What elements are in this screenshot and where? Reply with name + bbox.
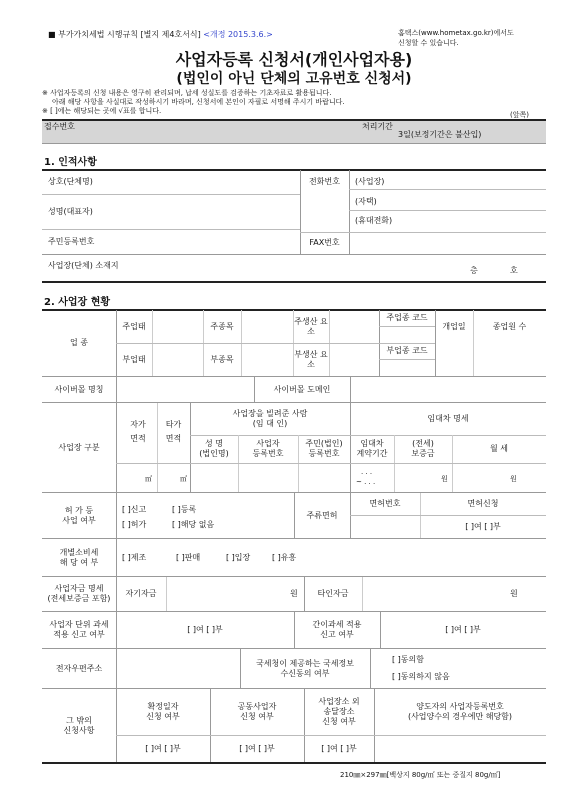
joint-business-line2: 신청 여부 [240, 712, 274, 721]
fixed-date-line1: 확정일자 [147, 702, 179, 711]
hometax-note-1: 홈택스(www.hometax.go.kr)에서도 [398, 29, 514, 37]
monthly-rent-won: 원 [510, 475, 517, 483]
monthly-rent-header: 월 세 [490, 444, 508, 453]
lender-bizno-line2: 등록번호 [252, 449, 284, 458]
lease-period-header [350, 436, 394, 462]
mail-address-yn[interactable]: [ ]여 [ ]부 [321, 744, 357, 753]
funds-label-line1: 사업자금 명세 [54, 584, 104, 593]
other-requests-line2: 신청사항 [63, 725, 95, 735]
nts-info-label [240, 649, 370, 688]
phone-business: (사업장) [355, 177, 385, 186]
lease-period-line2: 계약기간 [356, 449, 388, 458]
permit-label-line1: 허 가 등 [64, 505, 94, 515]
main-product-label: 주생산 요소 [294, 316, 328, 336]
form-reference [48, 30, 273, 40]
transferor-line2: (사업양수의 경우에만 해당함) [407, 712, 513, 721]
lender-line2: (임 대 인) [252, 419, 288, 428]
own-funds-won: 원 [290, 589, 298, 598]
sub-type-label: 부업태 [122, 354, 146, 364]
unit-tax-label [42, 612, 116, 648]
own-area-line1: 자가 [130, 420, 146, 429]
own-area-line2: 면적 [130, 434, 146, 443]
mail-address-line1: 사업장소 외 [318, 697, 360, 706]
unit-tax-yn[interactable]: [ ]여 [ ]부 [187, 625, 223, 634]
main-type-label: 주업태 [122, 321, 146, 331]
sub-item-label: 부종목 [210, 354, 234, 364]
section1-title: 1. 인적사항 [44, 157, 97, 168]
notice-3: ※ [ ]에는 해당되는 곳에 √표를 합니다. [42, 107, 162, 115]
lender-resno-header [298, 436, 350, 462]
address-label: 사업장(단체) 소재지 [48, 261, 119, 270]
resident-no-label: 주민등록번호 [48, 237, 95, 246]
excise-label [42, 539, 116, 576]
fixed-date-yn[interactable]: [ ]여 [ ]부 [145, 744, 181, 753]
license-no-label: 면허번호 [369, 499, 401, 508]
other-requests-line1: 그 밖의 [66, 715, 92, 725]
simple-tax-line1: 간이과세 적용 [312, 620, 362, 629]
excise-enter-checkbox[interactable]: [ ]입장 [226, 553, 251, 562]
rent-area-label [157, 412, 190, 452]
license-apply-yn[interactable]: [ ]여 [ ]부 [465, 522, 501, 531]
own-funds-label: 자기자금 [125, 589, 157, 598]
deposit-line1: (전세) [412, 439, 434, 448]
nts-info-line1: 국세청이 제공하는 국세정보 [256, 658, 354, 668]
representative-label: 성명(대표자) [48, 207, 93, 216]
revision-note: <개정 2015.3.6.> [203, 30, 273, 39]
transferor-label [374, 689, 546, 735]
lease-end-dots: ~ . . . [356, 478, 376, 486]
lender-bizno-header [238, 436, 298, 462]
permit-label-line2: 사업 여부 [62, 515, 96, 525]
mail-address-label [304, 689, 374, 735]
mail-address-line2: 송달장소 [323, 707, 355, 716]
hometax-note-2: 신청할 수 있습니다. [398, 39, 459, 47]
simple-tax-yn[interactable]: [ ]여 [ ]부 [445, 625, 481, 634]
own-area-label [120, 412, 156, 452]
simple-tax-label [294, 612, 380, 648]
paper-spec: 210㎜×297㎜[백상지 80g/㎡ 또는 중질지 80g/㎡] [340, 771, 501, 779]
other-funds-label: 타인자금 [317, 589, 349, 598]
lease-start-dots: . . . [361, 468, 373, 476]
room-label: 호 [510, 266, 518, 275]
unit-tax-line2: 적용 신고 여부 [53, 630, 105, 639]
permit-label [42, 493, 116, 538]
rent-area-unit: ㎡ [180, 475, 187, 483]
section2-title: 2. 사업장 현황 [44, 297, 111, 308]
funds-label-line2: (전세보증금 포함) [47, 594, 111, 603]
license-apply-label: 면허신청 [467, 499, 499, 508]
fax-label: FAX번호 [309, 238, 340, 247]
cyber-mall-name-label: 사이버몰 명칭 [54, 384, 104, 394]
notice-2: 아래 해당 사항을 사실대로 작성하시기 바라며, 신청서에 본인이 자필로 서명해 주시기 바랍니다. [52, 98, 345, 106]
excise-sell-checkbox[interactable]: [ ]판매 [176, 553, 201, 562]
unit-tax-line1: 사업자 단위 과세 [49, 620, 109, 629]
page-side: (앞쪽) [510, 111, 529, 119]
permit-report-checkbox[interactable]: [ ]신고 [122, 505, 147, 514]
processing-period-label: 처리기간 [362, 122, 393, 131]
own-area-unit: ㎡ [145, 475, 152, 483]
trade-name-label: 상호(단체명) [48, 177, 93, 186]
fixed-date-label [116, 689, 210, 735]
form-subtitle: (법인이 아닌 단체의 고유번호 신청서) [176, 71, 412, 87]
premises-label: 사업장 구분 [58, 442, 100, 452]
cyber-mall-domain-label: 사이버몰 도메인 [273, 384, 331, 394]
other-requests-label [42, 689, 116, 762]
mail-address-line3: 신청 여부 [322, 717, 356, 726]
nts-info-line2: 수신동의 여부 [280, 668, 330, 678]
form-ref-text: ■ 부가가치세법 시행규칙 [별지 제4호서식] [48, 30, 201, 39]
excise-label-line1: 개별소비세 [59, 547, 99, 557]
excise-label-line2: 해 당 여 부 [59, 557, 99, 567]
phone-home: (자택) [355, 197, 377, 206]
rent-area-line2: 면적 [165, 434, 182, 443]
floor-label: 층 [470, 266, 478, 275]
processing-period-value: 3일(보정기간은 불산입) [398, 130, 482, 139]
transferor-line1: 양도자의 사업자등록번호 [416, 702, 504, 711]
disagree-checkbox[interactable]: [ ]동의하지 않음 [392, 672, 450, 681]
main-code-label: 주업종 코드 [386, 313, 428, 322]
lender-resno-line1: 주민(법인) [305, 439, 343, 448]
employees-label: 종업원 수 [492, 321, 527, 331]
main-item-label: 주종목 [210, 321, 234, 331]
deposit-line2: 보증금 [411, 449, 435, 458]
lender-bizno-line1: 사업자 [256, 439, 280, 448]
open-date-label: 개업일 [442, 321, 466, 331]
other-funds-won: 원 [510, 589, 518, 598]
lender-resno-line2: 등록번호 [308, 449, 340, 458]
liquor-license-label: 주류면허 [306, 510, 338, 520]
phone-label: 전화번호 [309, 177, 340, 186]
sub-code-label: 부업종 코드 [386, 346, 428, 355]
lease-period-line1: 임대차 [360, 439, 384, 448]
joint-business-line1: 공동사업자 [237, 702, 277, 711]
lender-header [190, 403, 350, 435]
permit-register-checkbox[interactable]: [ ]등록 [172, 505, 197, 514]
business-type-label: 업 종 [70, 338, 88, 347]
excise-entertain-checkbox[interactable]: [ ]유흥 [272, 553, 297, 562]
email-label: 전자우편주소 [55, 663, 103, 673]
excise-make-checkbox[interactable]: [ ]제조 [122, 553, 147, 562]
joint-business-yn[interactable]: [ ]여 [ ]부 [239, 744, 275, 753]
joint-business-label [210, 689, 304, 735]
lender-name-header [190, 436, 238, 462]
permit-none-checkbox[interactable]: [ ]해당 없음 [172, 520, 215, 529]
simple-tax-line2: 신고 여부 [320, 630, 354, 639]
lender-name-line1: 성 명 [205, 439, 223, 448]
agree-checkbox[interactable]: [ ]동의함 [392, 655, 424, 664]
sub-product-label: 부생산 요소 [294, 349, 328, 369]
rent-area-line1: 타가 [165, 420, 182, 429]
deposit-won: 원 [441, 475, 448, 483]
receipt-number-label: 접수번호 [44, 122, 75, 131]
lender-name-line2: (법인명) [199, 449, 229, 458]
fixed-date-line2: 신청 여부 [146, 712, 180, 721]
lender-line1: 사업장을 빌려준 사람 [232, 409, 308, 418]
funds-label [42, 577, 116, 611]
notice-1: ※ 사업자등록의 신청 내용은 영구히 관리되며, 납세 성실도를 검증하는 기초자료로 활용됩니다. [42, 89, 332, 97]
form-title: 사업자등록 신청서(개인사업자용) [175, 50, 413, 69]
deposit-header [394, 436, 452, 462]
phone-mobile: (휴대전화) [355, 216, 393, 225]
permit-permit-checkbox[interactable]: [ ]허가 [122, 520, 147, 529]
lease-details-header: 임대차 명세 [427, 414, 469, 423]
